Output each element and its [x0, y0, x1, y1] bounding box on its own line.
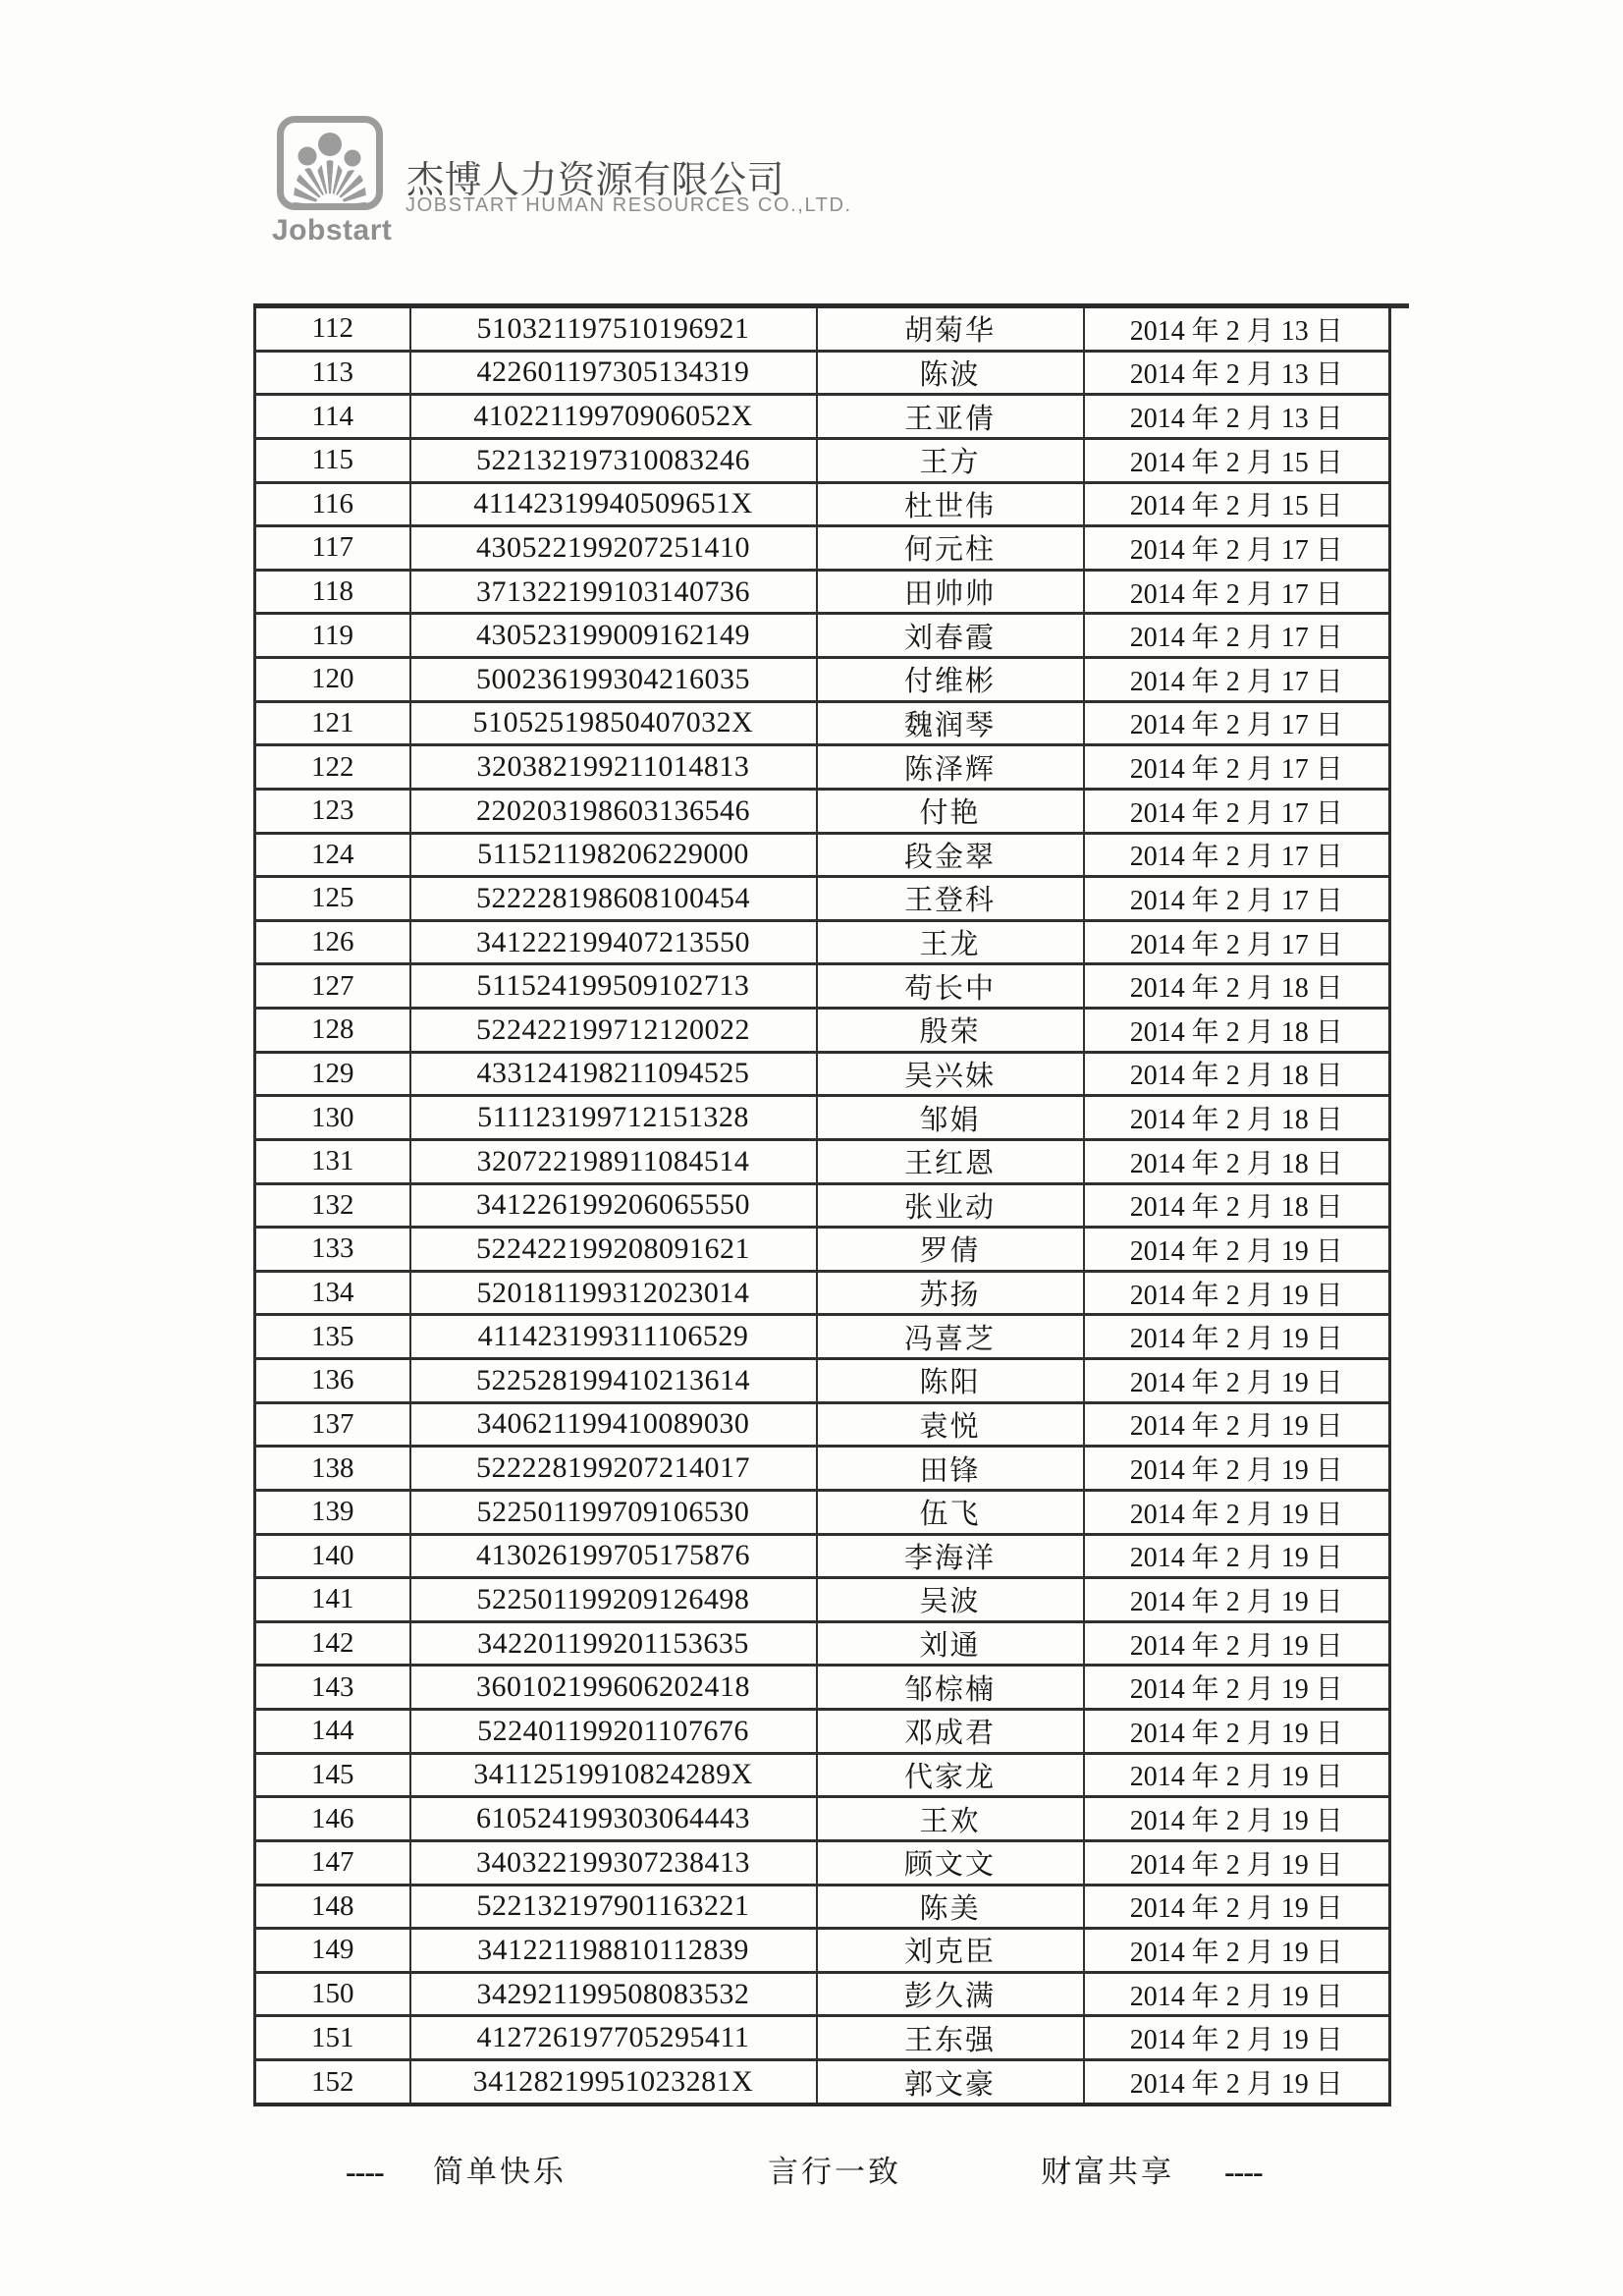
table-row	[255, 1666, 1390, 1710]
id-number-cell: 41022119970906052X	[410, 395, 817, 439]
table-row	[255, 1183, 1390, 1228]
name-cell: 王亚倩	[817, 395, 1084, 439]
id-number-cell: 412726197705295411	[410, 2016, 817, 2060]
id-number-cell: 522132197901163221	[410, 1885, 817, 1929]
date-cell: 2014 年 2 月 17 日	[1084, 789, 1390, 833]
motto-dash-right: ----	[1224, 2154, 1263, 2189]
name-cell: 陈美	[817, 1885, 1084, 1929]
name-cell: 段金翠	[817, 833, 1084, 877]
date-cell: 2014 年 2 月 17 日	[1084, 745, 1390, 790]
table-row	[255, 614, 1390, 658]
name-cell: 王东强	[817, 2016, 1084, 2060]
id-number-cell: 511123199712151328	[410, 1096, 817, 1140]
row-number-cell: 147	[255, 1840, 410, 1885]
id-number-cell: 360102199606202418	[410, 1666, 817, 1710]
date-cell: 2014 年 2 月 19 日	[1084, 1534, 1390, 1578]
table-row	[255, 877, 1390, 921]
row-number-cell: 129	[255, 1052, 410, 1096]
date-cell: 2014 年 2 月 17 日	[1084, 701, 1390, 745]
name-cell: 吴兴妹	[817, 1052, 1084, 1096]
name-cell: 苟长中	[817, 964, 1084, 1009]
row-number-cell: 138	[255, 1447, 410, 1491]
table-row	[255, 745, 1390, 790]
date-cell: 2014 年 2 月 17 日	[1084, 526, 1390, 571]
date-cell: 2014 年 2 月 18 日	[1084, 1096, 1390, 1140]
table-row	[255, 1271, 1390, 1315]
name-cell: 刘克臣	[817, 1929, 1084, 1973]
name-cell: 吴波	[817, 1578, 1084, 1622]
name-cell: 王红恩	[817, 1139, 1084, 1183]
date-cell: 2014 年 2 月 17 日	[1084, 570, 1390, 614]
name-cell: 田锋	[817, 1447, 1084, 1491]
row-number-cell: 137	[255, 1402, 410, 1447]
name-cell: 魏润琴	[817, 701, 1084, 745]
id-number-cell: 433124198211094525	[410, 1052, 817, 1096]
table-row	[255, 658, 1390, 702]
id-number-cell: 220203198603136546	[410, 789, 817, 833]
date-cell: 2014 年 2 月 13 日	[1084, 395, 1390, 439]
row-number-cell: 139	[255, 1490, 410, 1534]
date-cell: 2014 年 2 月 19 日	[1084, 1402, 1390, 1447]
logo-wordmark: Jobstart	[272, 214, 393, 246]
row-number-cell: 123	[255, 789, 410, 833]
date-cell: 2014 年 2 月 17 日	[1084, 877, 1390, 921]
row-number-cell: 113	[255, 351, 410, 395]
id-number-cell: 522501199209126498	[410, 1578, 817, 1622]
date-cell: 2014 年 2 月 18 日	[1084, 1139, 1390, 1183]
name-cell: 何元柱	[817, 526, 1084, 571]
id-number-cell: 522228198608100454	[410, 877, 817, 921]
row-number-cell: 117	[255, 526, 410, 571]
row-number-cell: 146	[255, 1797, 410, 1841]
row-number-cell: 114	[255, 395, 410, 439]
row-number-cell: 127	[255, 964, 410, 1009]
roster-table	[253, 303, 1391, 2106]
name-cell: 王龙	[817, 920, 1084, 964]
table-row	[255, 306, 1390, 352]
table-row	[255, 1753, 1390, 1797]
logo	[272, 116, 393, 247]
date-cell: 2014 年 2 月 15 日	[1084, 482, 1390, 526]
date-cell: 2014 年 2 月 19 日	[1084, 1753, 1390, 1797]
name-cell: 邹棕楠	[817, 1666, 1084, 1710]
table-row	[255, 438, 1390, 482]
date-cell: 2014 年 2 月 18 日	[1084, 1052, 1390, 1096]
name-cell: 邹娟	[817, 1096, 1084, 1140]
date-cell: 2014 年 2 月 19 日	[1084, 1885, 1390, 1929]
table-row	[255, 1447, 1390, 1491]
table-row	[255, 526, 1390, 571]
motto-phrase-1: 简单快乐	[433, 2155, 567, 2189]
id-number-cell: 422601197305134319	[410, 351, 817, 395]
row-number-cell: 152	[255, 2060, 410, 2105]
id-number-cell: 341222199407213550	[410, 920, 817, 964]
row-number-cell: 144	[255, 1710, 410, 1754]
date-cell: 2014 年 2 月 17 日	[1084, 833, 1390, 877]
date-cell: 2014 年 2 月 17 日	[1084, 920, 1390, 964]
name-cell: 罗倩	[817, 1228, 1084, 1272]
date-cell: 2014 年 2 月 19 日	[1084, 1359, 1390, 1403]
name-cell: 张业动	[817, 1183, 1084, 1228]
id-number-cell: 522228199207214017	[410, 1447, 817, 1491]
name-cell: 冯喜芝	[817, 1315, 1084, 1359]
name-cell: 代家龙	[817, 1753, 1084, 1797]
row-number-cell: 128	[255, 1009, 410, 1053]
id-number-cell: 51052519850407032X	[410, 701, 817, 745]
id-number-cell: 340621199410089030	[410, 1402, 817, 1447]
company-name-en: JOBSTART HUMAN RESOURCES CO.,LTD.	[406, 194, 852, 216]
row-number-cell: 135	[255, 1315, 410, 1359]
table-row	[255, 833, 1390, 877]
table-row	[255, 1009, 1390, 1053]
id-number-cell: 520181199312023014	[410, 1271, 817, 1315]
table-row	[255, 1534, 1390, 1578]
table-row	[255, 701, 1390, 745]
name-cell: 付维彬	[817, 658, 1084, 702]
table-row	[255, 789, 1390, 833]
date-cell: 2014 年 2 月 19 日	[1084, 1840, 1390, 1885]
motto-phrase-2: 言行一致	[768, 2155, 901, 2189]
id-number-cell: 411423199311106529	[410, 1315, 817, 1359]
row-number-cell: 136	[255, 1359, 410, 1403]
date-cell: 2014 年 2 月 19 日	[1084, 1228, 1390, 1272]
table-row	[255, 1929, 1390, 1973]
id-number-cell: 522132197310083246	[410, 438, 817, 482]
row-number-cell: 112	[255, 306, 410, 352]
table-row	[255, 1402, 1390, 1447]
date-cell: 2014 年 2 月 19 日	[1084, 1315, 1390, 1359]
table-row	[255, 1972, 1390, 2016]
table-row	[255, 1840, 1390, 1885]
table-row	[255, 1621, 1390, 1666]
date-cell: 2014 年 2 月 19 日	[1084, 2016, 1390, 2060]
name-cell: 郭文豪	[817, 2060, 1084, 2105]
date-cell: 2014 年 2 月 19 日	[1084, 1621, 1390, 1666]
name-cell: 李海洋	[817, 1534, 1084, 1578]
table-row	[255, 1885, 1390, 1929]
row-number-cell: 142	[255, 1621, 410, 1666]
row-number-cell: 151	[255, 2016, 410, 2060]
id-number-cell: 340322199307238413	[410, 1840, 817, 1885]
name-cell: 伍飞	[817, 1490, 1084, 1534]
date-cell: 2014 年 2 月 19 日	[1084, 1797, 1390, 1841]
id-number-cell: 341221198810112839	[410, 1929, 817, 1973]
row-number-cell: 150	[255, 1972, 410, 2016]
table-row	[255, 351, 1390, 395]
table-row	[255, 920, 1390, 964]
name-cell: 王登科	[817, 877, 1084, 921]
row-number-cell: 116	[255, 482, 410, 526]
row-number-cell: 145	[255, 1753, 410, 1797]
table-row	[255, 1710, 1390, 1754]
table-row	[255, 1096, 1390, 1140]
table-row	[255, 1490, 1390, 1534]
id-number-cell: 430523199009162149	[410, 614, 817, 658]
table-row	[255, 395, 1390, 439]
id-number-cell: 522528199410213614	[410, 1359, 817, 1403]
id-number-cell: 413026199705175876	[410, 1534, 817, 1578]
name-cell: 刘通	[817, 1621, 1084, 1666]
date-cell: 2014 年 2 月 13 日	[1084, 306, 1390, 352]
row-number-cell: 131	[255, 1139, 410, 1183]
row-number-cell: 132	[255, 1183, 410, 1228]
row-number-cell: 120	[255, 658, 410, 702]
row-number-cell: 133	[255, 1228, 410, 1272]
table-row	[255, 1578, 1390, 1622]
row-number-cell: 121	[255, 701, 410, 745]
date-cell: 2014 年 2 月 19 日	[1084, 1710, 1390, 1754]
name-cell: 胡菊华	[817, 306, 1084, 352]
table-row	[255, 2060, 1390, 2105]
id-number-cell: 371322199103140736	[410, 570, 817, 614]
date-cell: 2014 年 2 月 19 日	[1084, 1271, 1390, 1315]
row-number-cell: 119	[255, 614, 410, 658]
id-number-cell: 342921199508083532	[410, 1972, 817, 2016]
row-number-cell: 141	[255, 1578, 410, 1622]
row-number-cell: 124	[255, 833, 410, 877]
table-row	[255, 1228, 1390, 1272]
id-number-cell: 430522199207251410	[410, 526, 817, 571]
table-row	[255, 570, 1390, 614]
name-cell: 王方	[817, 438, 1084, 482]
id-number-cell: 522422199208091621	[410, 1228, 817, 1272]
name-cell: 王欢	[817, 1797, 1084, 1841]
row-number-cell: 115	[255, 438, 410, 482]
id-number-cell: 511521198206229000	[410, 833, 817, 877]
name-cell: 付艳	[817, 789, 1084, 833]
table-row	[255, 1315, 1390, 1359]
id-number-cell: 320722198911084514	[410, 1139, 817, 1183]
id-number-cell: 610524199303064443	[410, 1797, 817, 1841]
motto-phrase-3: 财富共享	[1041, 2155, 1174, 2189]
id-number-cell: 320382199211014813	[410, 745, 817, 790]
name-cell: 杜世伟	[817, 482, 1084, 526]
date-cell: 2014 年 2 月 19 日	[1084, 1929, 1390, 1973]
date-cell: 2014 年 2 月 17 日	[1084, 614, 1390, 658]
name-cell: 刘春霞	[817, 614, 1084, 658]
name-cell: 陈阳	[817, 1359, 1084, 1403]
id-number-cell: 500236199304216035	[410, 658, 817, 702]
jobstart-logo-icon	[277, 116, 383, 210]
name-cell: 顾文文	[817, 1840, 1084, 1885]
table-row	[255, 964, 1390, 1009]
id-number-cell: 34112519910824289X	[410, 1753, 817, 1797]
name-cell: 彭久满	[817, 1972, 1084, 2016]
id-number-cell: 522401199201107676	[410, 1710, 817, 1754]
row-number-cell: 125	[255, 877, 410, 921]
table-row	[255, 1797, 1390, 1841]
table-row	[255, 2016, 1390, 2060]
date-cell: 2014 年 2 月 18 日	[1084, 1009, 1390, 1053]
date-cell: 2014 年 2 月 18 日	[1084, 964, 1390, 1009]
id-number-cell: 510321197510196921	[410, 306, 817, 352]
row-number-cell: 134	[255, 1271, 410, 1315]
name-cell: 陈泽辉	[817, 745, 1084, 790]
id-number-cell: 342201199201153635	[410, 1621, 817, 1666]
row-number-cell: 126	[255, 920, 410, 964]
row-number-cell: 122	[255, 745, 410, 790]
date-cell: 2014 年 2 月 19 日	[1084, 1447, 1390, 1491]
row-number-cell: 130	[255, 1096, 410, 1140]
row-number-cell: 143	[255, 1666, 410, 1710]
date-cell: 2014 年 2 月 13 日	[1084, 351, 1390, 395]
id-number-cell: 522422199712120022	[410, 1009, 817, 1053]
row-number-cell: 140	[255, 1534, 410, 1578]
date-cell: 2014 年 2 月 17 日	[1084, 658, 1390, 702]
name-cell: 邓成君	[817, 1710, 1084, 1754]
table-row	[255, 1052, 1390, 1096]
row-number-cell: 148	[255, 1885, 410, 1929]
table-row	[255, 1139, 1390, 1183]
date-cell: 2014 年 2 月 19 日	[1084, 2060, 1390, 2105]
name-cell: 袁悦	[817, 1402, 1084, 1447]
date-cell: 2014 年 2 月 19 日	[1084, 1972, 1390, 2016]
date-cell: 2014 年 2 月 19 日	[1084, 1578, 1390, 1622]
table-row	[255, 1359, 1390, 1403]
name-cell: 殷荣	[817, 1009, 1084, 1053]
row-number-cell: 149	[255, 1929, 410, 1973]
row-number-cell: 118	[255, 570, 410, 614]
id-number-cell: 522501199709106530	[410, 1490, 817, 1534]
id-number-cell: 41142319940509651X	[410, 482, 817, 526]
id-number-cell: 341226199206065550	[410, 1183, 817, 1228]
name-cell: 田帅帅	[817, 570, 1084, 614]
id-number-cell: 511524199509102713	[410, 964, 817, 1009]
date-cell: 2014 年 2 月 18 日	[1084, 1183, 1390, 1228]
name-cell: 陈波	[817, 351, 1084, 395]
date-cell: 2014 年 2 月 15 日	[1084, 438, 1390, 482]
date-cell: 2014 年 2 月 19 日	[1084, 1490, 1390, 1534]
table-row	[255, 482, 1390, 526]
date-cell: 2014 年 2 月 19 日	[1084, 1666, 1390, 1710]
motto-dash-left: ----	[346, 2154, 384, 2189]
id-number-cell: 34128219951023281X	[410, 2060, 817, 2105]
name-cell: 苏扬	[817, 1271, 1084, 1315]
company-name-cn: 杰博人力资源有限公司	[406, 160, 785, 201]
